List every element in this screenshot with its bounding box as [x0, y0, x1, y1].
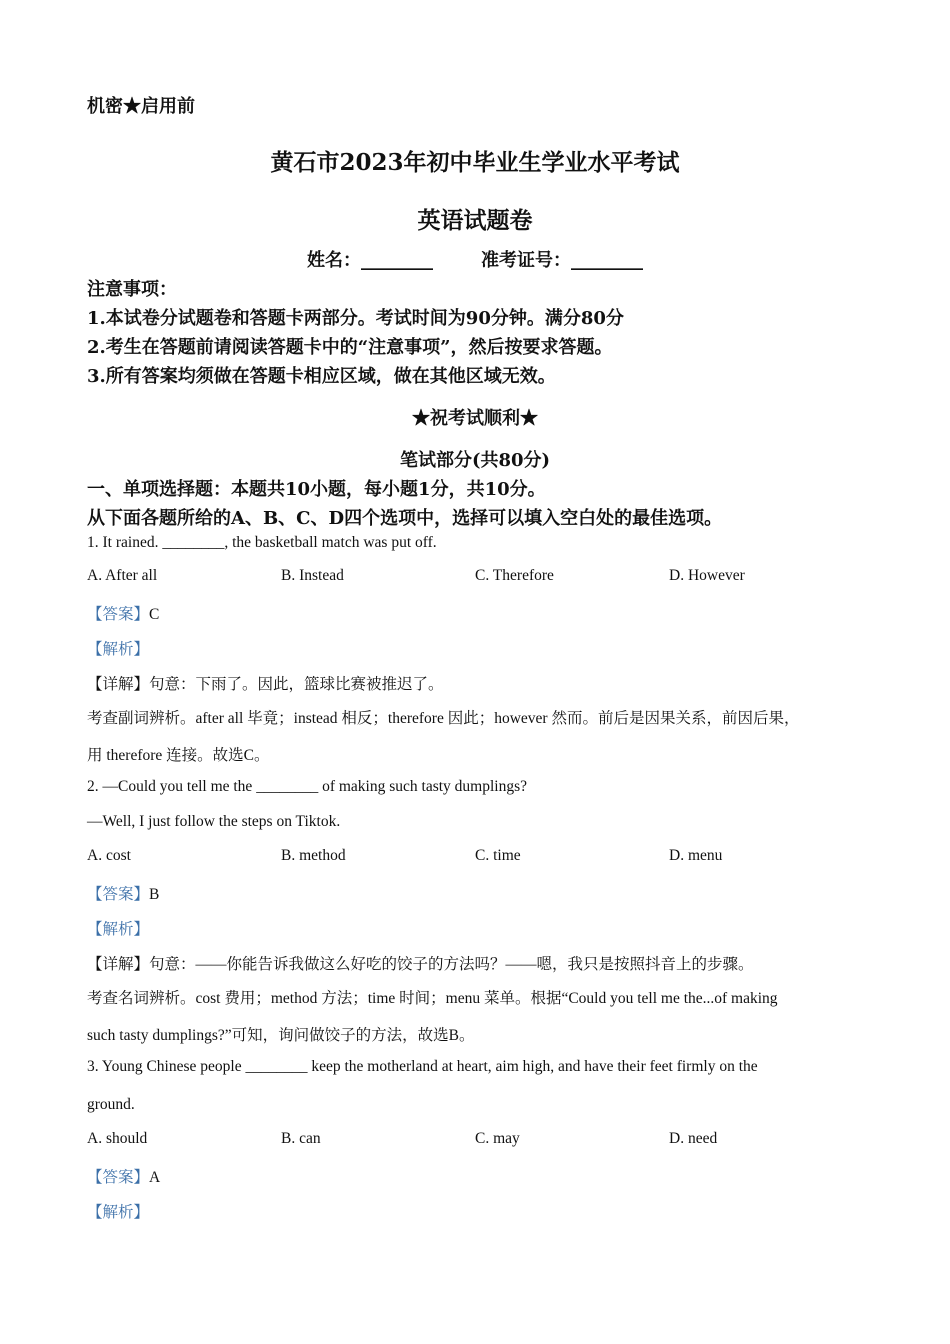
- note-item: 1.本试卷分试题卷和答题卡两部分。考试时间为90分钟。满分80分: [87, 308, 624, 329]
- good-luck-line: ★祝考试顺利★: [412, 408, 538, 429]
- option-d: D. need: [669, 1130, 718, 1147]
- option-d: D. However: [669, 567, 745, 584]
- detail-tag: 【详解】: [87, 956, 150, 973]
- detail-text: 句意：——你能告诉我做这么好吃的饺子的方法吗？——嗯，我只是按照抖音上的步骤。: [149, 956, 754, 973]
- exam-subtitle: 英语试题卷: [417, 207, 533, 234]
- answer-line: [87, 882, 159, 904]
- detail-line: [87, 952, 754, 974]
- answer-value: B: [149, 886, 160, 903]
- answer-tag: 【答案】: [87, 606, 150, 623]
- explanation-line: such tasty dumplings?”可知，询问做饺子的方法，故选B。: [87, 1027, 475, 1044]
- exam-title: 黄石市2023年初中毕业生学业水平考试: [270, 149, 680, 176]
- option-a: A. cost: [87, 847, 131, 864]
- answer-line: [87, 1165, 160, 1187]
- question-stem: 3. Young Chinese people ________ keep the motherland at heart, aim high, and have their feet firmly on the: [87, 1058, 758, 1075]
- answer-value: C: [149, 606, 160, 623]
- detail-line: [87, 672, 444, 694]
- answer-tag: 【答案】: [87, 1169, 150, 1186]
- analysis-tag: 【解析】: [87, 921, 150, 938]
- section-title: 一、单项选择题：本题共10小题，每小题1分，共10分。: [87, 479, 546, 500]
- notes-heading: 注意事项：: [87, 279, 177, 300]
- option-c: C. time: [475, 847, 521, 864]
- explanation-line: 用 therefore 连接。故选C。: [87, 747, 270, 764]
- candidate-fields: [0, 246, 950, 272]
- question-stem: ground.: [87, 1096, 135, 1113]
- option-b: B. method: [281, 847, 346, 864]
- question-stem: 1. It rained. ________, the basketball match was put off.: [87, 534, 437, 551]
- option-d: D. menu: [669, 847, 723, 864]
- option-c: C. Therefore: [475, 567, 554, 584]
- explanation-line: 考查副词辨析。after all 毕竟；instead 相反；therefore 因此；however 然而。前后是因果关系，前因后果，: [87, 710, 800, 727]
- confidential-label: 机密★启用前: [87, 96, 195, 117]
- analysis-tag: 【解析】: [87, 641, 150, 658]
- note-item: 3.所有答案均须做在答题卡相应区域，做在其他区域无效。: [87, 366, 556, 387]
- answer-tag: 【答案】: [87, 886, 150, 903]
- option-a: A. should: [87, 1130, 148, 1147]
- id-field-label: 准考证号：________: [481, 250, 643, 271]
- question-stem: 2. —Could you tell me the ________ of making such tasty dumplings?: [87, 778, 527, 795]
- analysis-tag: 【解析】: [87, 1204, 150, 1221]
- detail-tag: 【详解】: [87, 676, 150, 693]
- answer-line: [87, 602, 159, 624]
- question-stem: —Well, I just follow the steps on Tiktok.: [87, 813, 341, 830]
- part-title: 笔试部分(共80分): [399, 450, 551, 471]
- option-b: B. Instead: [281, 567, 344, 584]
- explanation-line: 考查名词辨析。cost 费用；method 方法；time 时间；menu 菜单。根据“Could you tell me the...of making: [87, 990, 778, 1007]
- detail-text: 句意：下雨了。因此，篮球比赛被推迟了。: [149, 676, 444, 693]
- name-field-label: 姓名：________: [307, 250, 433, 271]
- note-item: 2.考生在答题前请阅读答题卡中的“注意事项”，然后按要求答题。: [87, 337, 613, 358]
- answer-value: A: [149, 1169, 161, 1186]
- option-c: C. may: [475, 1130, 520, 1147]
- option-a: A. After all: [87, 567, 158, 584]
- option-b: B. can: [281, 1130, 321, 1147]
- section-instruction: 从下面各题所给的A、B、C、D四个选项中，选择可以填入空白处的最佳选项。: [87, 508, 723, 529]
